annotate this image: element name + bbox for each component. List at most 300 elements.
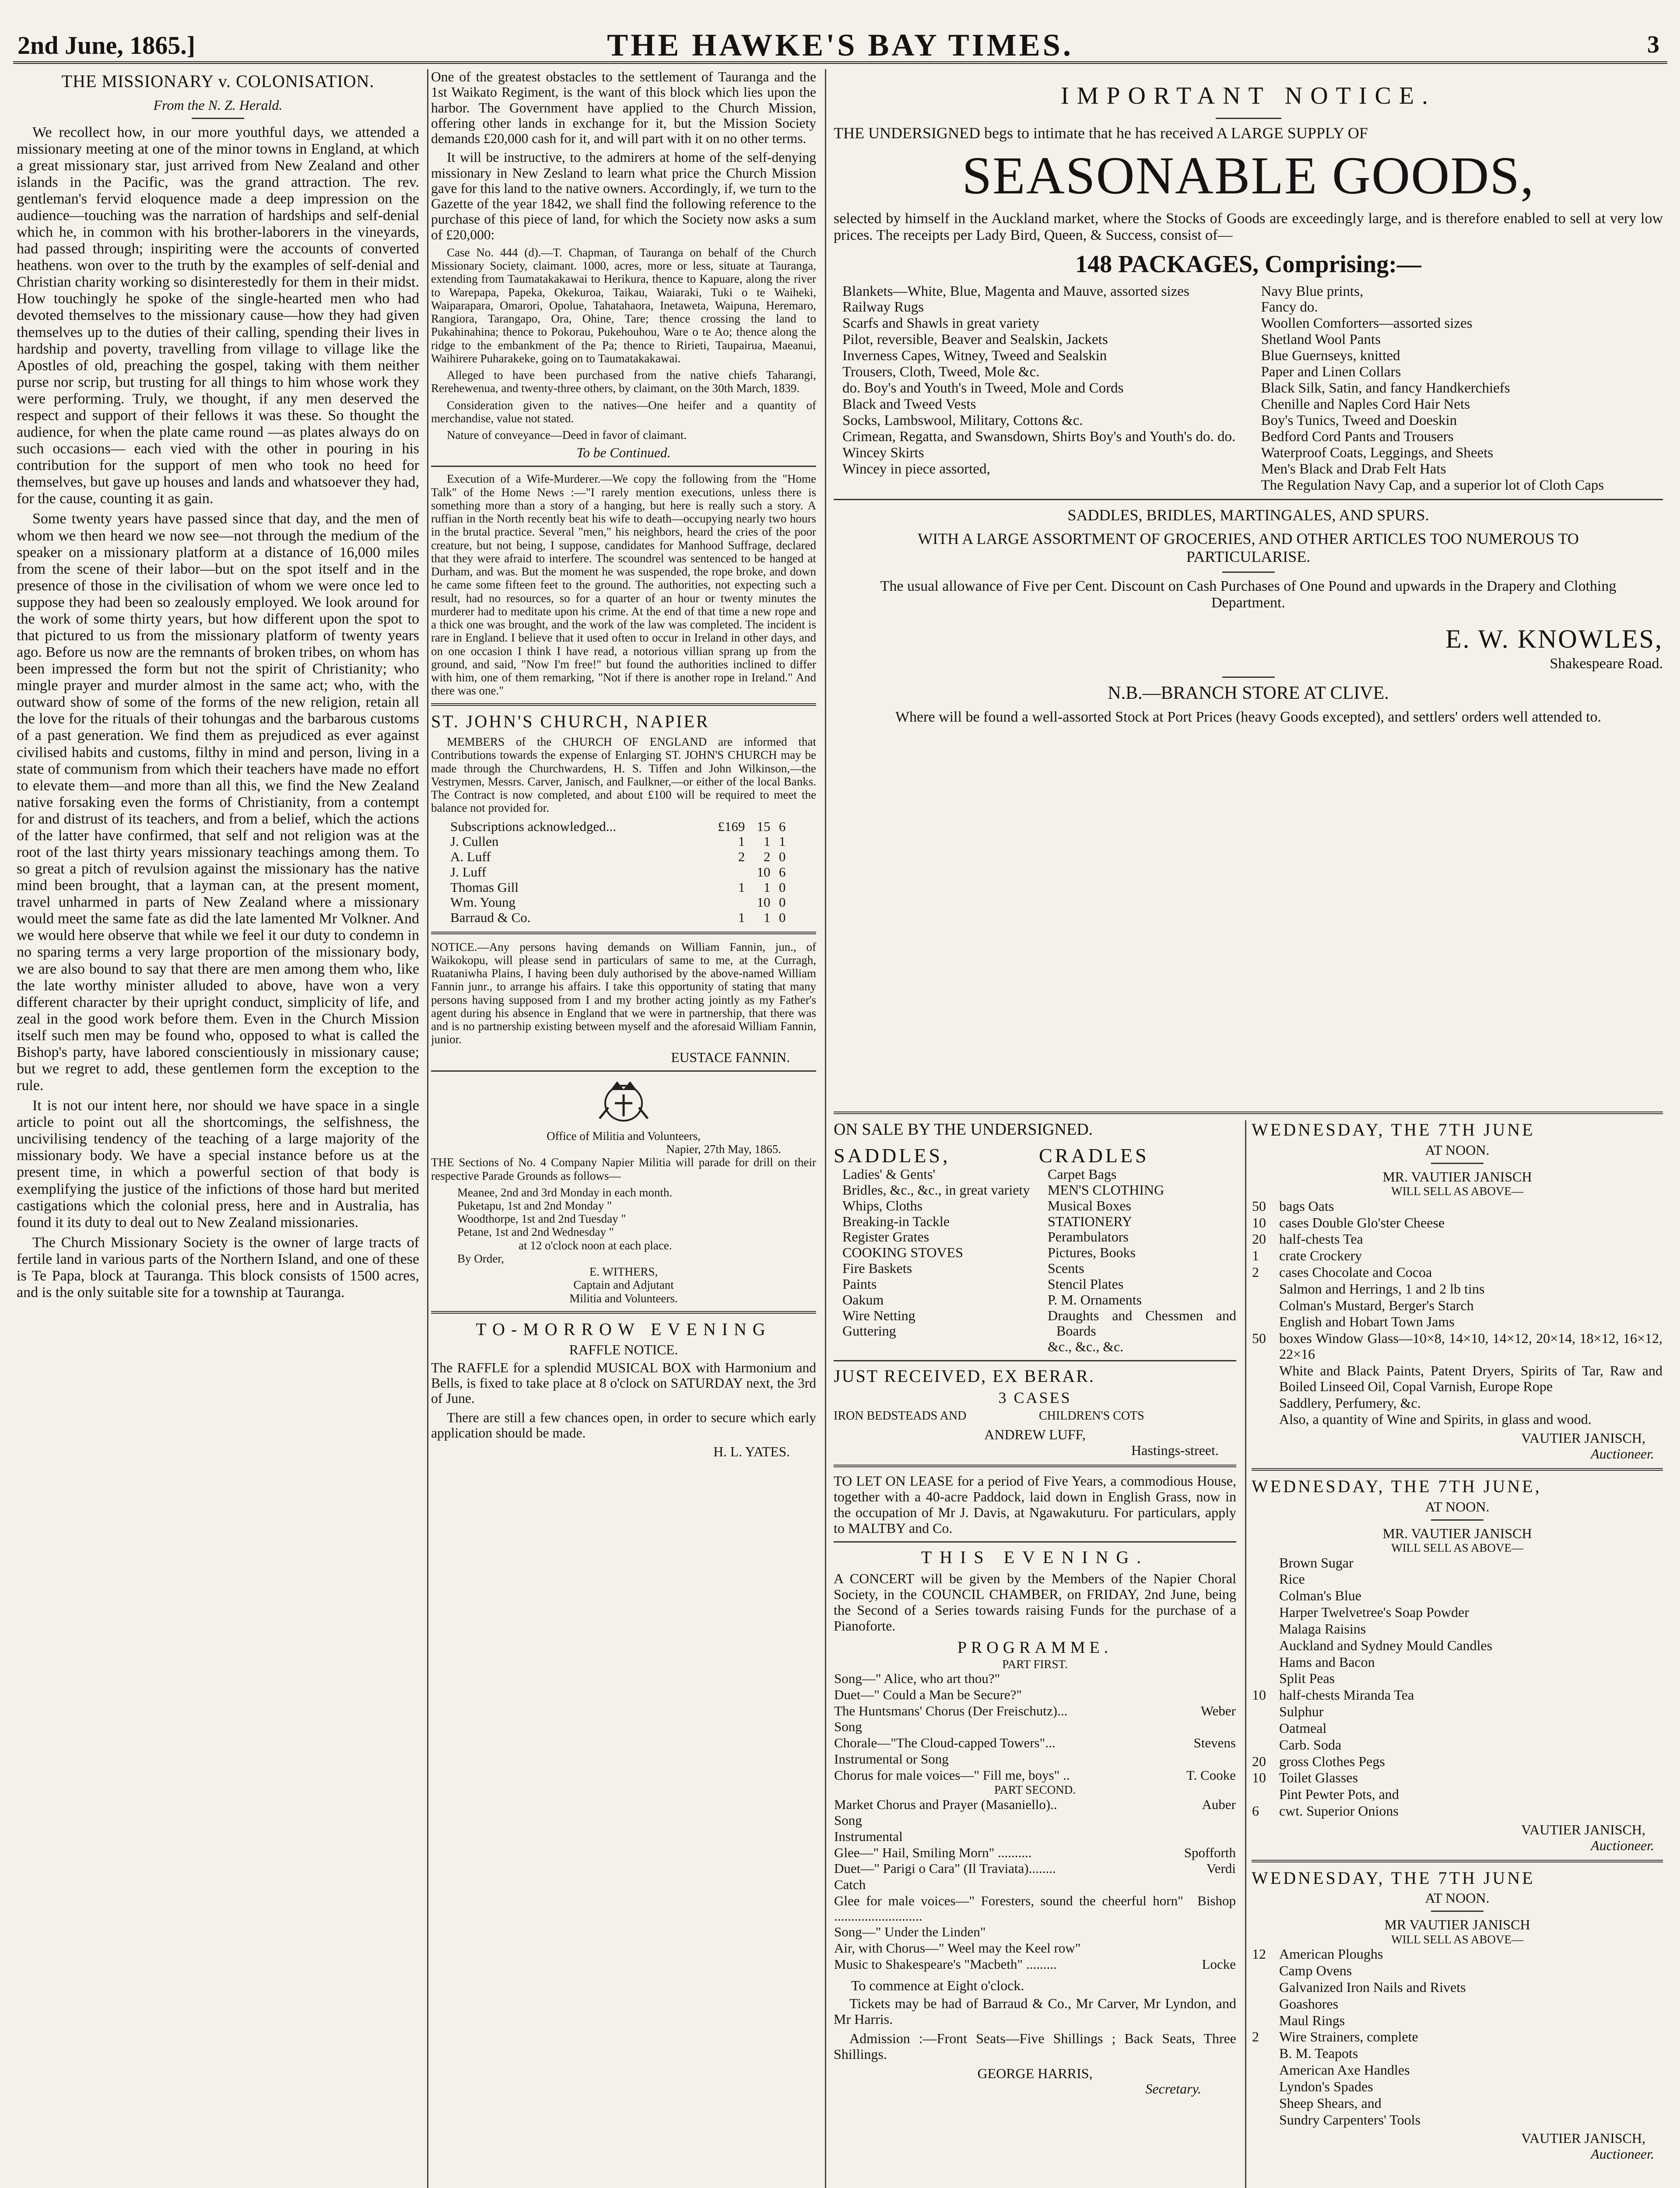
- auction-item-row: [1252, 2029, 1663, 2045]
- programme-composer: [1166, 1751, 1237, 1767]
- commence-time: To commence at Eight o'clock.: [851, 1977, 1024, 1993]
- sale-right: [1039, 1144, 1236, 1355]
- programme-item: Duet—" Parigi o Cara" (Il Traviata)........: [834, 1861, 1056, 1876]
- case-text: Case No. 444 (d).—T. Chapman, of Tauranga on behalf of the Church Missionary Society, claimant. 1000, acres, more or less, situate at Tauranga, extending from Taumatakakawai to Herikura, thence to Kapuare, along the river to Warepapa, Papeka, Okekuroa, Taikau, Waiaraki, Tuki o te Waiheki, Waiparapara, Omarori, Opolue, Tahatahaora, Inetaweta, Waipuna, Heremaro, Rangiora, Tarangapo, Ora, Ohine, Tare; thence crossing the land to Pukahinahina; thence to Pokorau, Pukehouhou, Ware o te Ao; thence along the ridge to the embankment of the Pa; thence to Ririeti, Taupairua, Maeanui, Waihirere Puharakeke, going on to Taumatakakawai.: [431, 245, 816, 365]
- church-text: MEMBERS of the CHURCH OF ENGLAND are informed that Contributions towards the expense of Enlarging ST. JOHN'S CHURCH may be made through the Churchwardens, H. S. Tiffen and John Wilkinson,—the Vestrymen, Messrs. Carver, Janisch, and Faulkner,—or either of the local Banks. The Contract is now completed, and about £100 will be required to meet the balance not provided for.: [431, 735, 816, 815]
- item-quantity: [1252, 2079, 1279, 2095]
- bedsteads-line: [834, 1409, 1236, 1423]
- programme-item: Instrumental: [834, 1829, 903, 1844]
- sale-item: Carpet Bags: [1048, 1166, 1117, 1182]
- subscriber-name: J. Cullen: [450, 834, 499, 849]
- item-quantity: 10: [1252, 1214, 1266, 1231]
- issue-date: 2nd June, 1865.]: [18, 31, 196, 60]
- part-second: PART SECOND.: [994, 1783, 1076, 1797]
- programme-composer: [1184, 1829, 1236, 1845]
- auction-item-row: [1252, 1720, 1663, 1737]
- item-description: half-chests Miranda Tea: [1279, 1687, 1414, 1703]
- church-title: ST. JOHN'S CHURCH, NAPIER: [431, 712, 710, 732]
- auction-item-row: [1252, 2095, 1663, 2112]
- subscription-amount: 1: [738, 834, 745, 849]
- militia-text: THE Sections of No. 4 Company Napier Militia will parade for drill on their respective Parade Grounds as follows—: [431, 1156, 816, 1182]
- divider: [1222, 572, 1275, 573]
- sale-item: MEN'S CLOTHING: [1048, 1182, 1164, 1198]
- auction-item-row: [1252, 2112, 1663, 2128]
- item-description: Sundry Carpenters' Tools: [1279, 2111, 1420, 2128]
- item-description: Pint Pewter Pots, and: [1279, 1786, 1399, 1802]
- programme-item: Catch: [834, 1877, 866, 1893]
- auctioneer-role: Auctioneer.: [1591, 1837, 1654, 1853]
- raffle-text-2: There are still a few chances open, in order to secure which early application should be made.: [431, 1410, 816, 1441]
- item-description: English and Hobart Town Jams: [1279, 1314, 1455, 1330]
- item-description: Galvanized Iron Nails and Rivets: [1279, 1979, 1466, 1995]
- item-quantity: 20: [1252, 1753, 1266, 1769]
- subscription-row: [449, 819, 787, 835]
- goods-item: Men's Black and Drab Felt Hats: [1261, 461, 1446, 477]
- auction-item-row: [1252, 1264, 1663, 1281]
- item-quantity: 10: [1252, 1770, 1266, 1786]
- programme-composer: [1166, 1687, 1237, 1703]
- auction-item-row: [1252, 2045, 1663, 2062]
- programme-item: Music to Shakespeare's "Macbeth" .........: [834, 1956, 1057, 1972]
- item-description: bags Oats: [1279, 1198, 1334, 1214]
- auction-item-row: [1252, 1281, 1663, 1297]
- auction-item-row: [1252, 1654, 1663, 1671]
- raffle-head: TO-MORROW EVENING: [476, 1319, 772, 1339]
- item-description: Camp Ovens: [1279, 1963, 1352, 1979]
- programme-composer: Verdi: [1206, 1861, 1236, 1876]
- auction-item-row: [1252, 1297, 1663, 1314]
- column-middle: [431, 69, 826, 2188]
- auctioneer-name: MR. VAUTIER JANISCH: [1382, 1168, 1532, 1185]
- divider: [1216, 118, 1281, 119]
- item-quantity: [1252, 2013, 1279, 2029]
- item-quantity: 20: [1252, 1231, 1266, 1247]
- cradles-heading: CRADLES: [1039, 1144, 1149, 1167]
- will-sell-line: WILL SELL AS ABOVE—: [1391, 1541, 1523, 1555]
- subscription-amount: 1: [779, 834, 786, 849]
- item-quantity: 6: [1252, 1803, 1259, 1819]
- sale-item: Draughts and Chessmen and Boards: [1048, 1307, 1236, 1339]
- auction-notices: [1252, 1120, 1663, 2162]
- subscription-amount: 1: [763, 909, 771, 925]
- sale-item: Bridles, &c., &c., in great variety: [842, 1182, 1030, 1198]
- article-paragraph: One of the greatest obstacles to the settlement of Tauranga and the 1st Waikato Regiment, is the want of this block which lies upon the harbor. The Government have applied to the Church Mission, offering other lands in exchange for it, but the Mission Society demands £20,000 cash for it, and will part with it on no other terms.: [431, 69, 816, 147]
- auction-items: [1252, 1555, 1663, 1820]
- article-source: From the N. Z. Herald.: [153, 97, 283, 113]
- divider: [834, 499, 1663, 500]
- militia-rank: Captain and Adjutant: [573, 1278, 674, 1292]
- church-notice: [431, 712, 816, 925]
- item-quantity: 2: [1252, 1264, 1259, 1280]
- subscription-amount: £169: [718, 818, 745, 834]
- subscription-row: [449, 849, 787, 865]
- saddles-heading: SADDLES,: [834, 1144, 950, 1167]
- militia-order: By Order,: [457, 1252, 504, 1265]
- item-quantity: [1252, 1281, 1279, 1297]
- item-description: Oatmeal: [1279, 1720, 1327, 1736]
- programme-row: [834, 1735, 1236, 1751]
- divider: [1431, 1911, 1484, 1912]
- item-quantity: [1252, 1963, 1279, 1979]
- goods-item: Chenille and Naples Cord Hair Nets: [1261, 396, 1470, 413]
- item-description: cwt. Superior Onions: [1279, 1803, 1399, 1819]
- item-description: Rice: [1279, 1571, 1305, 1587]
- will-sell-line: WILL SELL AS ABOVE—: [1391, 1932, 1523, 1946]
- programme-first: [834, 1671, 1236, 1783]
- goods-item: Fancy do.: [1261, 299, 1318, 316]
- goods-item: Socks, Lambswool, Military, Cottons &c.: [842, 413, 1083, 429]
- subscriber-name: A. Luff: [450, 849, 491, 865]
- subscription-amount: 0: [779, 894, 786, 910]
- auction-item-row: [1252, 1604, 1663, 1621]
- item-description: Colman's Mustard, Berger's Starch: [1279, 1297, 1474, 1313]
- auctioneer-signature: VAUTIER JANISCH,: [1521, 2130, 1645, 2146]
- item-quantity: [1252, 2112, 1279, 2128]
- goods-list: [834, 284, 1663, 494]
- goods-item: Bedford Cord Pants and Trousers: [1261, 429, 1454, 445]
- divider: [1431, 1163, 1484, 1164]
- article-body: [17, 124, 419, 1301]
- auction-item-row: [1252, 1753, 1663, 1770]
- programme-item: Instrumental or Song: [834, 1751, 949, 1767]
- militia-schedule-item: Petane, 1st and 2nd Wednesday ": [457, 1225, 614, 1239]
- raffle-signature: H. L. YATES.: [713, 1444, 790, 1460]
- programme-composer: Spofforth: [1184, 1844, 1236, 1860]
- item-description: cases Chocolate and Cocoa: [1279, 1264, 1432, 1280]
- programme-row: [834, 1940, 1236, 1957]
- auction-item-row: [1252, 1314, 1663, 1330]
- sale-item: Pictures, Books: [1048, 1245, 1136, 1261]
- newspaper-title: THE HAWKE'S BAY TIMES.: [607, 28, 1073, 63]
- article-paragraph: The Church Missionary Society is the owner of large tracts of fertile land in various parts of the Northern Island, and one of these is Te Papa, block at Tauranga. This block consists of 1500 acres, and is the only suitable site for a township at Tauranga.: [17, 1234, 419, 1301]
- programme-row: [834, 1924, 1236, 1940]
- sale-columns: [834, 1144, 1236, 1355]
- nature-text: Nature of conveyance—Deed in favor of claimant.: [447, 428, 687, 442]
- sale-item: Perambulators: [1048, 1229, 1129, 1245]
- goods-list-left: [834, 284, 1245, 494]
- item-quantity: [1252, 1363, 1279, 1395]
- merchant-name: E. W. KNOWLES,: [1445, 624, 1663, 654]
- item-description: B. M. Teapots: [1279, 2045, 1358, 2062]
- sale-item: Register Grates: [842, 1229, 929, 1245]
- item-description: Saddlery, Perfumery, &c.: [1279, 1395, 1421, 1411]
- raffle-text: The RAFFLE for a splendid MUSICAL BOX with Harmonium and Bells, is fixed to take place at 8 o'clock on SATURDAY next, the 3rd of June.: [431, 1360, 816, 1406]
- item-quantity: [1252, 1588, 1279, 1604]
- item-quantity: [1252, 1786, 1279, 1803]
- goods-item: Shetland Wool Pants: [1261, 332, 1381, 348]
- item-description: Colman's Blue: [1279, 1588, 1361, 1604]
- auctioneer-name: MR VAUTIER JANISCH: [1384, 1917, 1530, 1933]
- auction-item-row: [1252, 1215, 1663, 1231]
- programme-composer: [1166, 1719, 1237, 1735]
- iron-bedsteads: IRON BEDSTEADS AND: [834, 1409, 967, 1423]
- auction-item-row: [1252, 2013, 1663, 2029]
- divider: [192, 118, 244, 119]
- subscription-amount: [701, 895, 747, 910]
- consideration-text: Consideration given to the natives—One heifer and a quantity of merchandise, value not stated.: [431, 398, 816, 425]
- item-quantity: [1252, 1670, 1279, 1687]
- section-divider: [834, 1112, 1663, 1114]
- raffle-notice: [431, 1320, 816, 1460]
- auction-heading: WEDNESDAY, THE 7TH JUNE: [1252, 1868, 1535, 1888]
- subscription-row: [449, 865, 787, 880]
- auction-time: AT NOON.: [1425, 1890, 1490, 1906]
- auctioneer-signature: VAUTIER JANISCH,: [1521, 1430, 1645, 1446]
- programme-item: Song: [834, 1719, 862, 1735]
- divider: [1222, 677, 1275, 678]
- auction-item-row: [1252, 1231, 1663, 1248]
- subscription-amount: 0: [779, 909, 786, 925]
- item-quantity: [1252, 1297, 1279, 1314]
- article-continuation: [431, 69, 816, 242]
- goods-item: Railway Rugs: [842, 299, 924, 316]
- programme-item: Chorale—"The Cloud-capped Towers"...: [834, 1735, 1056, 1751]
- cases-line: 3 CASES: [998, 1389, 1072, 1406]
- programme-composer: Stevens: [1193, 1735, 1236, 1751]
- execution-article: Execution of a Wife-Murderer.—We copy the following from the "Home Talk" of the Home News :—"I rarely mention executions, unless there is something more than a story of a hanging, but here is really such a story. A ruffian in the North recently beat his wife to death—occupying nearly two hours in the brutal practice. Several "men," his neighbors, heard the cries of the poor creature, but not being, I suppose, candidates for Manhood Suffrage, declared that they were afraid to interfere. The scoundrel was sentenced to be hanged at Durham, and was. But the moment he was suspended, the rope broke, and down he came some fifteen feet to the ground. The authorities, not expecting such a result, had no resources, so for a quarter of an hour or twenty minutes the murderer had to meditate upon his crime. At the end of that time a new rope and a thick one was brought, and the work of the law was completed. The incident is rare in England. I believe that it used often to occur in Ireland in other days, and on one occasion I think I have read, a notorious villian sprang up from the ground, and said, "Now I'm free!" but found the authorities inclined to differ with him, one of them remarking, "Not if there is another rope in Ireland." And there was one.": [431, 472, 816, 698]
- goods-item: Wincey Skirts: [842, 445, 924, 461]
- programme-item: The Huntsmans' Chorus (Der Freischutz)...: [834, 1703, 1068, 1718]
- auction-item-row: [1252, 1737, 1663, 1753]
- militia-date: Napier, 27th May, 1865.: [666, 1143, 781, 1156]
- programme-title: PROGRAMME.: [957, 1638, 1113, 1657]
- subscription-amount: 6: [779, 864, 786, 880]
- programme-item: Duet—" Could a Man be Secure?": [834, 1687, 1022, 1703]
- programme-row: [834, 1813, 1236, 1829]
- programme-row: [834, 1861, 1236, 1877]
- goods-item: Waterproof Coats, Leggings, and Sheets: [1261, 445, 1494, 461]
- sale-item: &c., &c., &c.: [1048, 1339, 1124, 1355]
- subscriber-name: Subscriptions acknowledged...: [450, 818, 616, 834]
- divider: [834, 1465, 1236, 1467]
- subscription-amount: [701, 865, 747, 880]
- auction-item-row: [1252, 1637, 1663, 1654]
- subscription-row: [449, 880, 787, 895]
- auction-item-row: [1252, 1770, 1663, 1786]
- item-quantity: [1252, 1654, 1279, 1671]
- item-quantity: 10: [1252, 1687, 1266, 1703]
- divider: [431, 703, 816, 706]
- item-description: crate Crockery: [1279, 1248, 1362, 1264]
- subscription-amount: 2: [738, 849, 745, 865]
- item-description: Salmon and Herrings, 1 and 2 lb tins: [1279, 1280, 1485, 1297]
- article-paragraph: It will be instructive, to the admirers at home of the self-denying missionary in New Zesland to learn what price the Church Mission gave for this land to the native owners. Accordingly, if, we turn to the Gazette of the year 1842, we shall find the following reference to the purchase of this piece of land, for which the Society now asks a sum of £20,000:: [431, 150, 816, 242]
- item-quantity: [1252, 1720, 1279, 1737]
- column-missionary-article: [17, 69, 428, 2188]
- programme-item: Song—" Under the Linden": [834, 1924, 986, 1940]
- goods-item: Woollen Comforters—assorted sizes: [1261, 316, 1473, 332]
- item-quantity: [1252, 2062, 1279, 2079]
- programme-second: [834, 1797, 1236, 1973]
- auction-item-row: [1252, 1670, 1663, 1687]
- programme-item: Air, with Chorus—" Weel may the Keel row": [834, 1940, 1081, 1956]
- auction-heading: WEDNESDAY, THE 7TH JUNE,: [1252, 1476, 1542, 1496]
- subscription-amount: 6: [779, 818, 786, 834]
- sale-item: STATIONERY: [1048, 1213, 1132, 1229]
- auction-heading: WEDNESDAY, THE 7TH JUNE: [1252, 1120, 1535, 1140]
- item-description: Toilet Glasses: [1279, 1770, 1358, 1786]
- goods-item: Navy Blue prints,: [1261, 283, 1364, 299]
- sale-item: Scents: [1048, 1260, 1084, 1276]
- luff-address: Hastings-street.: [1131, 1442, 1219, 1459]
- item-quantity: [1252, 1314, 1279, 1330]
- secretary-role: Secretary.: [1145, 2081, 1201, 2097]
- subscriber-name: Wm. Young: [450, 894, 516, 910]
- fannin-notice: [431, 940, 816, 1065]
- auction-notice: [1252, 1477, 1663, 1854]
- sale-item: Oakum: [842, 1291, 884, 1308]
- goods-item: The Regulation Navy Cap, and a superior lot of Cloth Caps: [1261, 477, 1604, 493]
- subscription-amount: 1: [738, 909, 745, 925]
- article-paragraph: Some twenty years have passed since that day, and the men of whom we then heard we now see—not through the medium of the speaker on a missionary platform at a distance of 16,000 miles from the scene of their labor—but on the spot itself and in the presence of those in the civilisation of whom we were once led to suppose they had been so zealously employed. We look around for the work of some thirty years, but how different upon the spot to that pictured to us from the missionary platform of twenty years ago. Before us now are the remnants of broken tribes, on whom has been impressed the form but not the spirit of Christianity; who mingle prayer and murder almost in the same act; who, with the outward show of some of the forms of the new religion, retain all the love for the rituals of their tohungas and the barbarous customs of a past generation. We find them as prejudiced as ever against civilised habits and customs, filthy in mind and person, living in a state of communism from which their teachers have made no effort to elevate them—and more than all this, we find the New Zealand native forsaking even the forms of Christianity, from a contempt for and distrust of its teachers, and from a belief, which the actions of the latter have confirmed, that self and not religion was at the root of the last thirty years missionary teachings among them. To so great a pitch of revulsion against the missionary has the native mind been brought, that a layman can, at the present moment, travel unharmed in parts of New Zealand where a missionary would meet the same fate as did the late lamented Mr Volkner. And we would here observe that while we feel it our duty to condemn in no sparing terms a very large proportion of the missionary body, we are also bound to say that there are men among them who, like the late worthy minister alluded to above, have won a very different character by their upright conduct, simplicity of life, and zeal in the good work before them. Even in the Church Mission itself such men may be found who, opposed to what is called the Bishop's party, have labored conscientiously in missionary cause; but we regret to add, these gentlemen form the exception to the rule.: [17, 511, 419, 1094]
- programme-row: [834, 1829, 1236, 1845]
- auction-notice: [1252, 1869, 1663, 2162]
- divider: [431, 932, 816, 934]
- item-description: American Ploughs: [1279, 1946, 1383, 1962]
- concert-text: A CONCERT will be given by the Members of the Napier Choral Society, in the COUNCIL CHAMBER, on FRIDAY, 2nd June, being the Second of a Series towards raising Funds for the purchase of a Pianoforte.: [834, 1571, 1236, 1634]
- programme-item: Market Chorus and Prayer (Masaniello)..: [834, 1796, 1057, 1812]
- sale-left: [834, 1144, 1031, 1355]
- subscription-amount: 1: [763, 879, 771, 895]
- ex-berar-heading: JUST RECEIVED, EX BERAR.: [834, 1366, 1095, 1386]
- divider: [1252, 1468, 1663, 1471]
- item-description: Hams and Bacon: [1279, 1654, 1375, 1670]
- masthead: [13, 13, 1667, 64]
- raffle-title: RAFFLE NOTICE.: [569, 1342, 678, 1357]
- item-description: Sheep Shears, and: [1279, 2095, 1382, 2111]
- militia-signature: E. WITHERS,: [589, 1265, 658, 1279]
- programme-row: [834, 1767, 1236, 1784]
- militia-notice: [431, 1077, 816, 1305]
- programme-row: [834, 1671, 1236, 1687]
- programme-item: Glee for male voices—" Foresters, sound the cheerful horn" ..........................: [834, 1893, 1183, 1924]
- column-sale-and-concert: [834, 1120, 1246, 2188]
- goods-item: do. Boy's and Youth's in Tweed, Mole and Cords: [842, 380, 1124, 396]
- programme-row: [834, 1893, 1236, 1924]
- goods-item: Boy's Tunics, Tweed and Doeskin: [1261, 413, 1457, 429]
- auction-item-row: [1252, 1395, 1663, 1412]
- auction-item-row: [1252, 1363, 1663, 1395]
- item-description: Goashores: [1279, 1995, 1339, 2012]
- knowles-advertisement: [834, 69, 1663, 1106]
- militia-time: at 12 o'clock noon at each place.: [519, 1238, 672, 1252]
- auction-item-row: [1252, 1786, 1663, 1803]
- programme-composer: [1166, 1671, 1237, 1687]
- subscription-amount: 1: [763, 834, 771, 849]
- programme-composer: Locke: [1202, 1956, 1236, 1972]
- programme-item: Song: [834, 1813, 862, 1828]
- column-auctions: [1252, 1120, 1663, 2188]
- divider: [834, 1360, 1236, 1361]
- militia-schedule-item: Meanee, 2nd and 3rd Monday in each month.: [457, 1185, 673, 1199]
- auction-time: AT NOON.: [1425, 1142, 1490, 1158]
- auctioneer-role: Auctioneer.: [1591, 1446, 1654, 1462]
- saddles-line: SADDLES, BRIDLES, MARTINGALES, AND SPURS.: [1067, 506, 1429, 524]
- sale-item: Fire Baskets: [842, 1260, 912, 1276]
- groceries-line: WITH A LARGE ASSORTMENT OF GROCERIES, AND OTHER ARTICLES TOO NUMEROUS TO PARTICULARISE.: [918, 530, 1579, 565]
- article-paragraph: We recollect how, in our more youthful days, we attended a missionary meeting at one of the minor towns in England, at which a great missionary star, just arrived from New Zealand and other islands in the Pacific, was the grand attraction. The rev. gentleman's fervid eloquence made a deep impression on the audience—touching was the narration of hardships and self-denial which he, in common with his brother-laborers in the vineyards, had passed through; inspiriting were the accounts of converted heathens. won over to the truth by the examples of self-denial and Christian charity working so disinterestedly for them in their midst. How touchingly he spoke of the single-hearted men who had devoted themselves to the missionary cause—how they had given themselves up to the duties of their calling, spending their lives in hardship and poverty, travelling from village to village like the Apostles of old, preaching the gospel, taking with them neither purse nor scrip, but trusting for all things to him whose work they were performing. Truly, we thought, if any men deserved the respect and support of their fellows it was these. So thought the audience, for when the plate came round —as plates always do on such occasions— each vied with the other in pouring in his contribution for the support of men who took no heed for themselves, but gave up houses and lands and whatsoever they had, for the cause, counting it as gain.: [17, 124, 419, 507]
- alleged-text: Alleged to have been purchased from the native chiefs Taharangi, Rerehewenua, and twenty-three others, by claimant, on the 30th March, 1839.: [431, 368, 816, 395]
- subscription-amount: 0: [779, 879, 786, 895]
- article-paragraph: It is not our intent here, nor should we have space in a single article to point out all the shortcomings, the selfishness, the uncivilising tendency of the teaching of a large majority of the missionary body. We have a special instance before us at the present time, in which a powerful section of that body is exemplifying the justice of the infictions of those hard but merited castigations which the colonial press, here and in Australia, has found it its duty to deal out to New Zealand missionaries.: [17, 1098, 419, 1231]
- article-title: THE MISSIONARY v. COLONISATION.: [61, 71, 375, 91]
- auction-item-row: [1252, 1687, 1663, 1704]
- sale-right-list: [1039, 1167, 1236, 1355]
- programme-composer: Bishop: [1197, 1893, 1236, 1908]
- tickets-info: Tickets may be had of Barraud & Co., Mr Carver, Mr Lyndon, and Mr Harris.: [834, 1995, 1236, 2027]
- subscription-row: [449, 895, 787, 910]
- to-be-continued: To be Continued.: [576, 445, 671, 461]
- discount-line: The usual allowance of Five per Cent. Discount on Cash Purchases of One Pound and upwards in the Drapery and Clothing Department.: [880, 578, 1617, 611]
- item-description: Also, a quantity of Wine and Spirits, in glass and wood.: [1279, 1411, 1592, 1427]
- item-description: Carb. Soda: [1279, 1736, 1342, 1753]
- item-quantity: 1: [1252, 1248, 1259, 1264]
- item-description: boxes Window Glass—10×8, 14×10, 14×12, 20×14, 18×12, 16×12, 22×16: [1279, 1330, 1662, 1362]
- subscriber-name: Thomas Gill: [450, 879, 519, 895]
- goods-item: Scarfs and Shawls in great variety: [842, 316, 1039, 332]
- item-description: half-chests Tea: [1279, 1231, 1363, 1247]
- auction-item-row: [1252, 2062, 1663, 2079]
- page-number: 3: [1647, 31, 1659, 58]
- item-description: cases Double Glo'ster Cheese: [1279, 1214, 1445, 1231]
- concert-notice: [834, 1548, 1236, 2097]
- programme-composer: [1184, 1940, 1236, 1957]
- auctioneer-signature: VAUTIER JANISCH,: [1521, 1821, 1645, 1837]
- auction-item-row: [1252, 1979, 1663, 1996]
- subscriber-name: J. Luff: [450, 864, 487, 880]
- childrens-cots: CHILDREN'S COTS: [1039, 1409, 1144, 1423]
- item-quantity: [1252, 1996, 1279, 2013]
- programme-row: [834, 1703, 1236, 1719]
- programme-composer: T. Cooke: [1186, 1767, 1236, 1783]
- auction-item-row: [1252, 1411, 1663, 1428]
- programme-row: [834, 1751, 1236, 1767]
- auction-item-row: [1252, 1198, 1663, 1215]
- subscription-amount: 0: [779, 849, 786, 865]
- auction-item-row: [1252, 1621, 1663, 1637]
- programme-item: Glee—" Hail, Smiling Morn" ..........: [834, 1844, 1032, 1860]
- item-description: Lyndon's Spades: [1279, 2078, 1373, 2094]
- seasonable-goods-heading: SEASONABLE GOODS,: [962, 146, 1535, 206]
- goods-item: Blankets—White, Blue, Magenta and Mauve, assorted sizes: [842, 283, 1189, 299]
- item-quantity: [1252, 1979, 1279, 1996]
- militia-schedule-item: Woodthorpe, 1st and 2nd Tuesday ": [457, 1212, 626, 1226]
- subscription-amount: 10: [757, 864, 771, 880]
- item-description: Maul Rings: [1279, 2012, 1345, 2028]
- programme-composer: Auber: [1202, 1796, 1236, 1812]
- auction-item-row: [1252, 1996, 1663, 2013]
- divider: [431, 466, 816, 467]
- subscription-row: [449, 834, 787, 849]
- auction-items: [1252, 1198, 1663, 1428]
- auction-item-row: [1252, 1555, 1663, 1571]
- auctioneer-role: Auctioneer.: [1591, 2146, 1654, 2162]
- auctioneer-name: MR. VAUTIER JANISCH: [1382, 1525, 1532, 1541]
- goods-item: Trousers, Cloth, Tweed, Mole &c.: [842, 364, 1040, 380]
- item-quantity: [1252, 1555, 1279, 1571]
- branch-text: Where will be found a well-assorted Stock at Port Prices (heavy Goods excepted), and settlers' orders well attended to.: [895, 709, 1602, 726]
- goods-item: Black Silk, Satin, and fancy Handkerchiefs: [1261, 380, 1510, 396]
- goods-item: Inverness Capes, Witney, Tweed and Sealskin: [842, 348, 1107, 364]
- programme-row: [834, 1877, 1236, 1893]
- item-description: Sulphur: [1279, 1704, 1324, 1720]
- packages-heading: 148 PACKAGES, Comprising:—: [1075, 250, 1421, 278]
- programme-composer: [1184, 1877, 1236, 1893]
- item-quantity: 12: [1252, 1946, 1266, 1962]
- sale-item: Musical Boxes: [1048, 1197, 1132, 1213]
- militia-schedule-item: Puketapu, 1st and 2nd Monday ": [457, 1199, 612, 1212]
- divider: [431, 1070, 816, 1072]
